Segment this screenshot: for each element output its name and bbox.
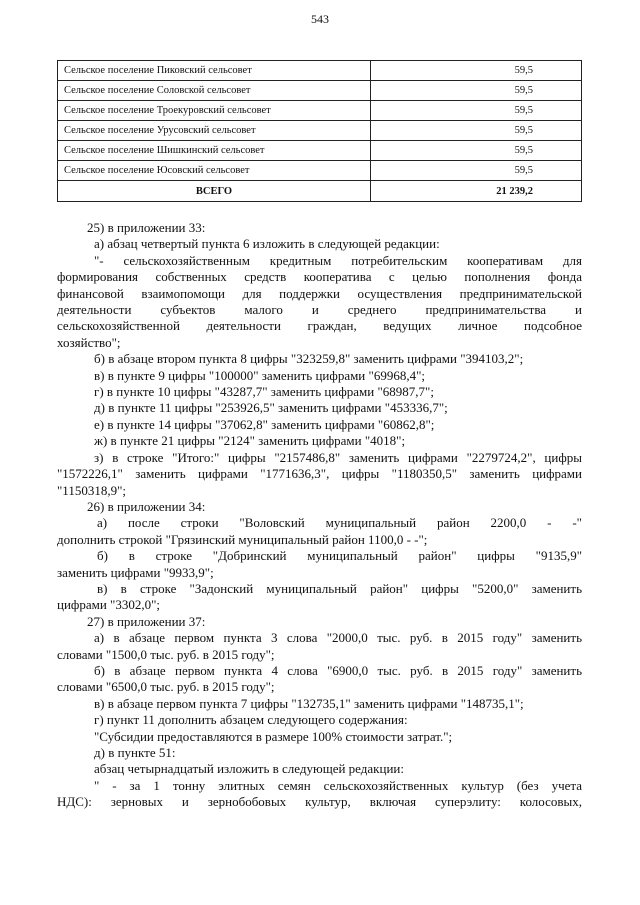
settlement-amount: 59,5 (371, 101, 582, 121)
table-row (58, 161, 582, 181)
paragraph-line: 25) в приложении 33: (87, 220, 206, 235)
settlement-amount: 59,5 (371, 161, 582, 181)
paragraph-line: в) в строке "Задонский муниципальный район" цифры "5200,0" заменить (97, 580, 582, 596)
paragraph-line: дополнить строкой "Грязинский муниципальный район 1100,0 - -"; (57, 531, 428, 547)
page-number: 543 (311, 12, 329, 26)
settlement-name: Сельское поселение Шишкинский сельсовет (58, 141, 371, 161)
settlement-amount: 59,5 (371, 141, 582, 161)
paragraph-line: б) в абзаце первом пункта 4 слова "6900,0 тыс. руб. в 2015 году" заменить (94, 662, 582, 678)
settlement-name: Сельское поселение Юсовский сельсовет (58, 161, 371, 181)
paragraph-line: а) абзац четвертый пункта 6 изложить в следующей редакции: (94, 236, 440, 252)
table-row (58, 61, 582, 81)
paragraph-line: " - за 1 тонну элитных семян сельскохозяйственных культур (без учета (94, 777, 582, 793)
paragraph-line: заменить цифрами "9933,9"; (57, 564, 214, 580)
settlement-name: Сельское поселение Троекуровский сельсовет (58, 101, 371, 121)
settlement-name: Сельское поселение Пиковский сельсовет (58, 61, 371, 81)
paragraph-line: е) в пункте 14 цифры "37062,8" заменить цифрами "60862,8"; (94, 416, 435, 432)
settlement-name: Сельское поселение Соловской сельсовет (58, 81, 371, 101)
settlement-amount: 59,5 (371, 61, 582, 81)
paragraph-line: финансовой взаимопомощи для поддержки осуществления предпринимательской (57, 285, 582, 301)
paragraph-line: в) в абзаце первом пункта 7 цифры "132735,1" заменить цифрами "148735,1"; (94, 695, 524, 711)
paragraph-line: "1572226,1" заменить цифрами "1771636,3", цифры "1180350,5" заменить цифрами (57, 466, 582, 482)
paragraph-line: "Субсидии предоставляются в размере 100% стоимости затрат."; (94, 728, 453, 744)
paragraph-line: цифрами "3302,0"; (57, 597, 161, 613)
settlement-name: Сельское поселение Урусовский сельсовет (58, 121, 371, 141)
paragraph-line: абзац четырнадцатый изложить в следующей редакции: (94, 761, 404, 777)
paragraph-line: а) в абзаце первом пункта 3 слова "2000,0 тыс. руб. в 2015 году" заменить (94, 630, 582, 646)
paragraph-line: б) в строке "Добринский муниципальный район" цифры "9135,9" (97, 548, 582, 564)
paragraph-line: хозяйство"; (57, 334, 121, 350)
table-row (58, 101, 582, 121)
paragraph-line: д) в пункте 51: (94, 745, 176, 760)
paragraph-line: в) в пункте 9 цифры "100000" заменить цифрами "69968,4"; (94, 367, 425, 383)
paragraph-line: "1150318,9"; (57, 482, 126, 498)
paragraph-line: деятельности субъектов малого и среднего предпринимательства и (57, 302, 582, 318)
paragraph-line: 27) в приложении 37: (87, 613, 206, 629)
paragraph-line: словами "6500,0 тыс. руб. в 2015 году"; (57, 679, 275, 695)
paragraph-line: г) пункт 11 дополнить абзацем следующего содержания: (94, 712, 408, 728)
allocation-table (57, 60, 582, 202)
total-label: ВСЕГО (58, 181, 371, 202)
paragraph-line: сельскохозяйственной деятельности граждан, ведущих личное подсобное (57, 318, 582, 334)
table-row (58, 141, 582, 161)
paragraph-line: г) в пункте 10 цифры "43287,7" заменить цифрами "68987,7"; (94, 384, 434, 400)
total-amount: 21 239,2 (371, 181, 582, 202)
paragraph-line: словами "1500,0 тыс. руб. в 2015 году"; (57, 646, 275, 662)
paragraph-line: 26) в приложении 34: (87, 498, 206, 514)
paragraph-line: НДС): зерновых и зернобобовых культур, включая суперэлиту: колосовых, (57, 794, 582, 810)
paragraph-line: а) после строки "Воловский муниципальный район 2200,0 - -" (97, 515, 582, 531)
paragraph-line: д) в пункте 11 цифры "253926,5" заменить цифрами "453336,7"; (94, 400, 448, 416)
paragraph-line: ж) в пункте 21 цифры "2124" заменить цифрами "4018"; (94, 433, 406, 449)
document-body (57, 220, 582, 811)
table-total-row (58, 181, 582, 202)
settlement-amount: 59,5 (371, 121, 582, 141)
paragraph-line: з) в строке "Итого:" цифры "2157486,8" заменить цифрами "2279724,2", цифры (94, 449, 582, 465)
paragraph-line: б) в абзаце втором пункта 8 цифры "323259,8" заменить цифрами "394103,2"; (94, 351, 524, 367)
paragraph-line: "- сельскохозяйственным кредитным потребительским кооперативам для (94, 252, 582, 268)
settlement-amount: 59,5 (371, 81, 582, 101)
table-row (58, 81, 582, 101)
paragraph-line: формирования собственных средств кооператива с целью пополнения фонда (57, 269, 582, 285)
table-row (58, 121, 582, 141)
